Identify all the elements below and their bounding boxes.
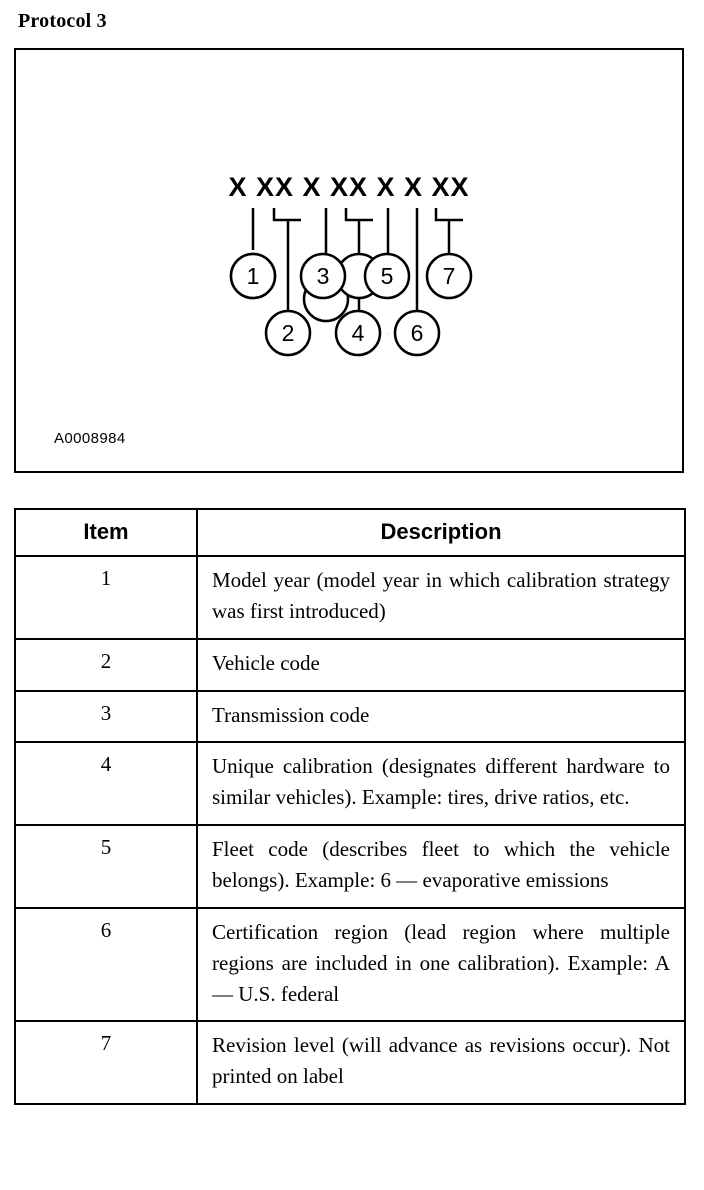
cell-description: Unique calibration (designates different hardware to similar vehicles). Example: tires, drive ratios, etc.	[197, 742, 685, 825]
table-row	[15, 908, 685, 1022]
callout-4: 4	[351, 320, 365, 346]
cell-description: Certification region (lead region where multiple regions are included in one calibration). Example: A — U.S. federal	[197, 908, 685, 1022]
table-row	[15, 1021, 685, 1104]
cell-item: 7	[15, 1021, 197, 1104]
table-row	[15, 639, 685, 691]
table-row	[15, 825, 685, 908]
item-description-table	[14, 508, 686, 1105]
table-row	[15, 556, 685, 639]
cell-item: 5	[15, 825, 197, 908]
figure-container	[14, 48, 684, 473]
callout-5: 5	[380, 263, 394, 289]
cell-item: 6	[15, 908, 197, 1022]
callout-7: 7	[442, 263, 456, 289]
callout-6: 6	[410, 320, 424, 346]
column-header-item: Item	[15, 509, 197, 556]
callout-2: 2	[281, 320, 295, 346]
table-header-row	[15, 509, 685, 556]
callout-diagram	[16, 50, 686, 475]
cell-item: 1	[15, 556, 197, 639]
cell-item: 2	[15, 639, 197, 691]
callout-1: 1	[246, 263, 260, 289]
column-header-description: Description	[197, 509, 685, 556]
table-row	[15, 742, 685, 825]
cell-description: Transmission code	[197, 691, 685, 743]
cell-description: Model year (model year in which calibration strategy was first introduced)	[197, 556, 685, 639]
cell-description: Vehicle code	[197, 639, 685, 691]
figure-id-label: A0008984	[54, 430, 126, 447]
page-title: Protocol 3	[18, 10, 107, 32]
calibration-code-string: X XX X XX X X XX	[228, 172, 470, 202]
cell-item: 4	[15, 742, 197, 825]
callout-3: 3	[316, 263, 330, 289]
table-row	[15, 691, 685, 743]
cell-description: Fleet code (describes fleet to which the vehicle belongs). Example: 6 — evaporative emissions	[197, 825, 685, 908]
cell-item: 3	[15, 691, 197, 743]
cell-description: Revision level (will advance as revisions occur). Not printed on label	[197, 1021, 685, 1104]
